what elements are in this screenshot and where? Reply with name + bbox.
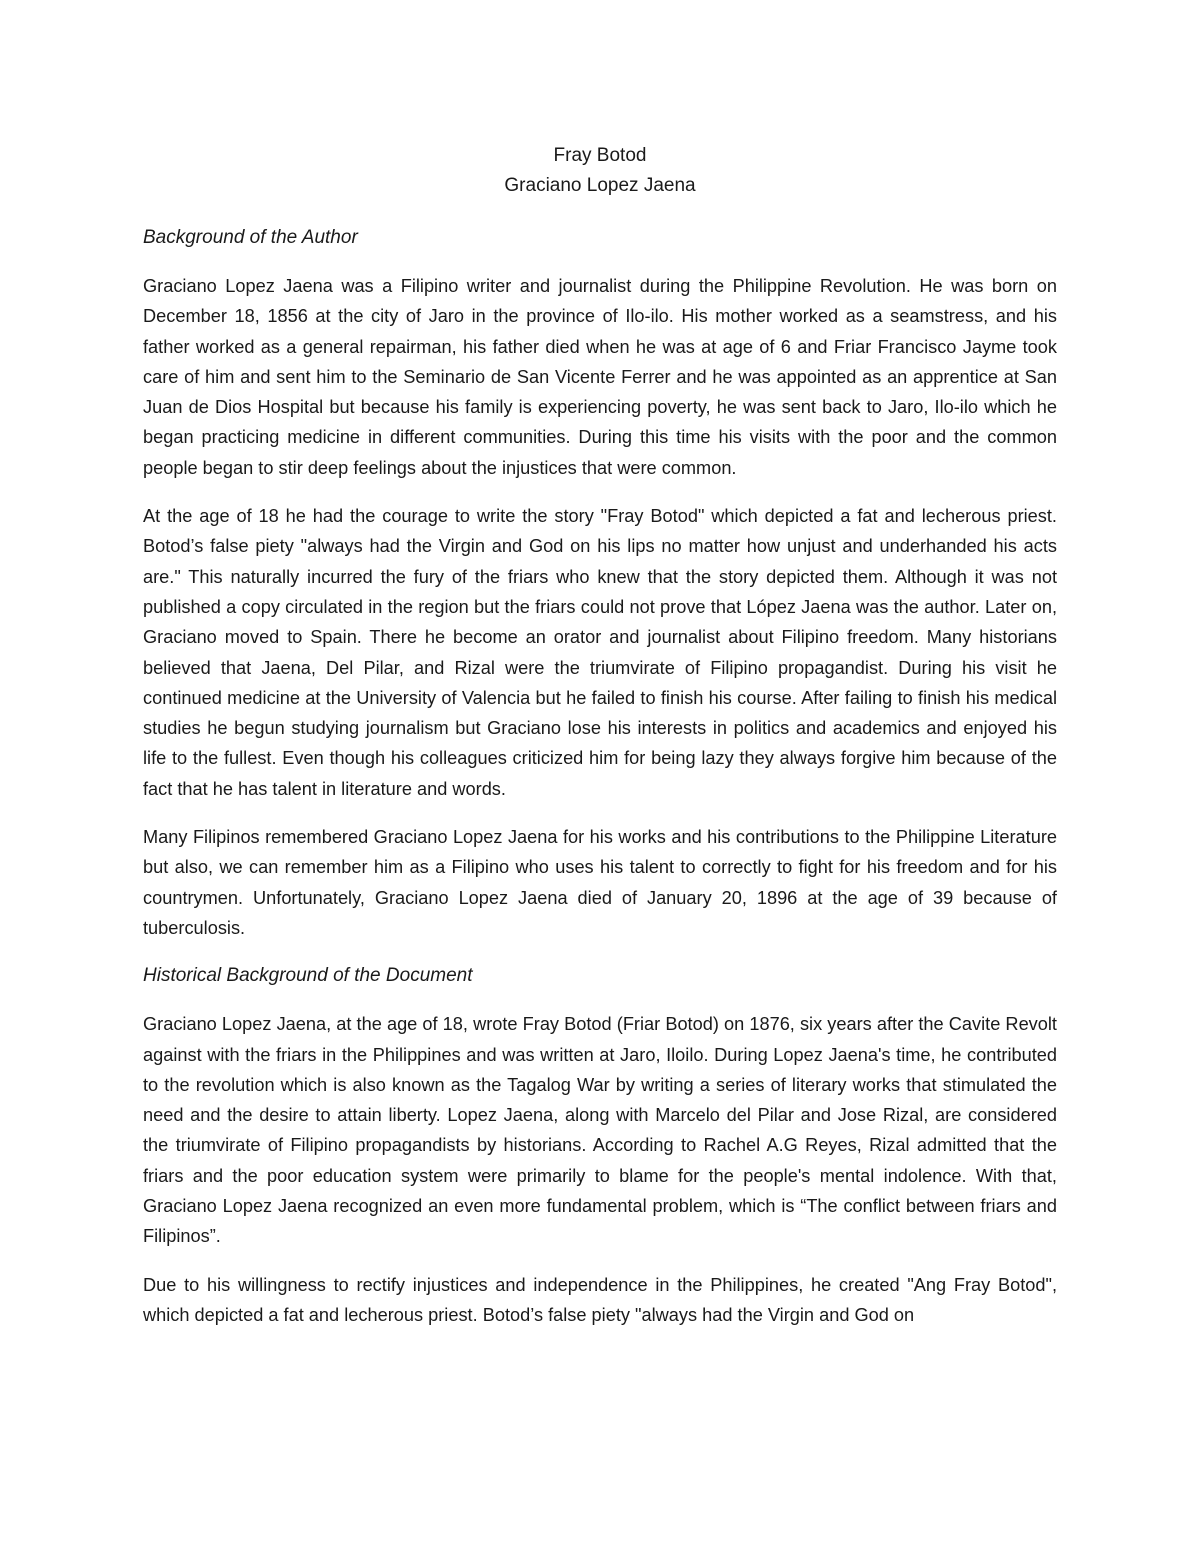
section-heading-author-background: Background of the Author [143, 227, 358, 248]
paragraph: Graciano Lopez Jaena was a Filipino writer and journalist during the Philippine Revolution. He was born on December 18, 1856 at the city of Jaro in the province of Ilo-ilo. His mother worked as a seamstress, and his father worked as a general repairman, his father died when he was at age of 6 and Friar Francisco Jayme took care of him and sent him to the Seminario de San Vicente Ferrer and he was appointed as an apprentice at San Juan de Dios Hospital but because his family is experiencing poverty, he was sent back to Jaro, Ilo-ilo which he began practicing medicine in different communities. During this time his visits with the poor and the common people began to stir deep feelings about the injustices that were common. [143, 276, 1057, 478]
paragraph: Graciano Lopez Jaena, at the age of 18, wrote Fray Botod (Friar Botod) on 1876, six years after the Cavite Revolt against with the friars in the Philippines and was written at Jaro, Iloilo. During Lopez Jaena's time, he contributed to the revolution which is also known as the Tagalog War by writing a series of literary works that stimulated the need and the desire to attain liberty. Lopez Jaena, along with Marcelo del Pilar and Jose Rizal, are considered the triumvirate of Filipino propagandists by historians. According to Rachel A.G Reyes, Rizal admitted that the friars and the poor education system were primarily to blame for the people's mental indolence. With that, Graciano Lopez Jaena recognized an even more fundamental problem, which is “The conflict between friars and Filipinos”. [143, 1014, 1057, 1247]
paragraph: At the age of 18 he had the courage to write the story "Fray Botod" which depicted a fat and lecherous priest. Botod’s false piety "always had the Virgin and God on his lips no matter how unjust and underhanded his acts are." This naturally incurred the fury of the friars who knew that the story depicted them. Although it was not published a copy circulated in the region but the friars could not prove that López Jaena was the author. Later on, Graciano moved to Spain. There he become an orator and journalist about Filipino freedom. Many historians believed that Jaena, Del Pilar, and Rizal were the triumvirate of Filipino propagandist. During his visit he continued medicine at the University of Valencia but he failed to finish his course. After failing to finish his medical studies he begun studying journalism but Graciano lose his interests in politics and academics and enjoyed his life to the fullest. Even though his colleagues criticized him for being lazy they always forgive him because of the fact that he has talent in literature and words. [143, 506, 1057, 799]
document-body [143, 141, 1057, 1330]
section-heading-historical-background: Historical Background of the Document [143, 965, 473, 987]
document-title: Fray Botod [553, 145, 647, 166]
document-author: Graciano Lopez Jaena [504, 175, 696, 196]
paragraph: Due to his willingness to rectify injustices and independence in the Philippines, he created "Ang Fray Botod", which depicted a fat and lecherous priest. Botod’s false piety "always had the Virgin and God on [143, 1274, 1057, 1325]
paragraph: Many Filipinos remembered Graciano Lopez Jaena for his works and his contributions to the Philippine Literature but also, we can remember him as a Filipino who uses his talent to correctly to fight for his freedom and for his countrymen. Unfortunately, Graciano Lopez Jaena died of January 20, 1896 at the age of 39 because of tuberculosis. [143, 827, 1057, 938]
